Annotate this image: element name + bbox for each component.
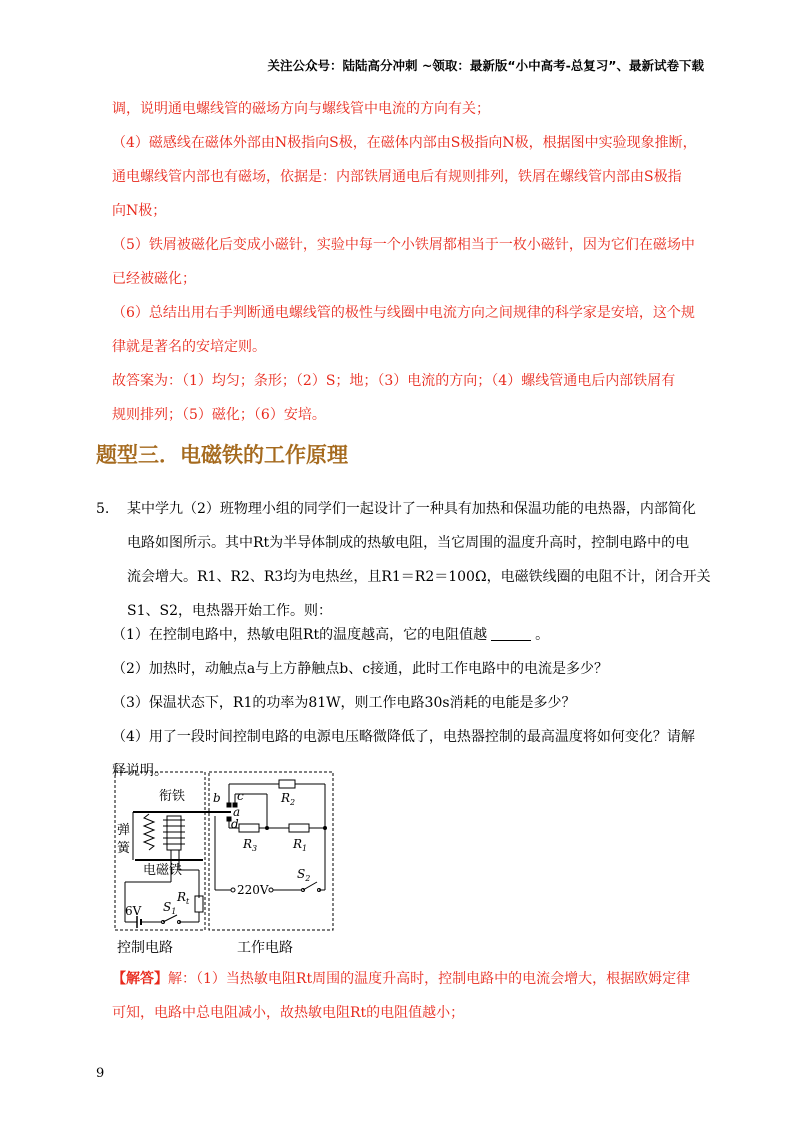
label-spring-1: 弹 xyxy=(117,823,131,838)
label-r2: $R_2$ xyxy=(281,791,296,807)
terminal xyxy=(269,888,273,892)
label-6v: 6V xyxy=(125,904,142,918)
question-number: 5. xyxy=(96,501,110,517)
answer-line: 故答案为：（1）均匀；条形；（2）S；地；（3）电流的方向；（4）螺线管通电后内部铁屑有 xyxy=(112,373,676,389)
page-number: 9 xyxy=(96,1066,105,1081)
label-c: c xyxy=(237,789,244,803)
sub-question-3: （3）保温状态下，R1的功率为81W，则工作电路30s消耗的电能是多少？ xyxy=(112,695,576,711)
analysis-tag: 【解答】 xyxy=(112,971,168,987)
label-s1: $S_1$ xyxy=(163,900,177,916)
page-header: 关注公众号：陆陆高分冲刺 ~领取：最新版“小中高考-总复习”、最新试卷下载 xyxy=(267,58,704,73)
answer-line: 向N极； xyxy=(112,203,167,219)
label-r3: $R_3$ xyxy=(243,837,258,853)
answer-line: 规则排列；（5）磁化；（6）安培。 xyxy=(112,407,326,423)
caption-work-circuit: 工作电路 xyxy=(237,940,293,956)
sub-question-1 xyxy=(112,618,712,652)
label-rt: $R_t$ xyxy=(177,890,190,906)
terminal xyxy=(231,888,235,892)
answer-continuation xyxy=(112,92,712,432)
answer-line: （6）总结出用右手判断通电螺线管的极性与线圈中电流方向之间规律的科学家是安培，这个规 xyxy=(112,305,695,321)
label-electromagnet: 电磁铁 xyxy=(143,863,183,878)
stem-line: 某中学九（2）班物理小组的同学们一起设计了一种具有加热和保温功能的电热器，内部简化 xyxy=(127,501,696,517)
stem-line: S1、S2，电热器开始工作。则： xyxy=(127,603,332,619)
answer-line: 律就是著名的安培定则。 xyxy=(112,339,266,355)
sub-question-1-text: （1）在控制电路中，热敏电阻Rt的温度越高，它的电阻值越 xyxy=(112,627,488,643)
label-armature: 衔铁 xyxy=(159,789,186,804)
caption-control-circuit: 控制电路 xyxy=(117,940,173,956)
label-d: d xyxy=(231,817,239,831)
sub-question-1-end: 。 xyxy=(535,627,550,643)
question-stem xyxy=(127,492,727,628)
label-b: b xyxy=(213,791,221,805)
stem-line: 流会增大。R1、R2、R3均为电热丝，且R1＝R2＝100Ω，电磁铁线圈的电阻不计，闭合开关 xyxy=(127,569,711,585)
analysis-line-1 xyxy=(112,962,712,996)
electromagnet-core xyxy=(167,816,181,850)
sub-question-4-cont: 释说明。 xyxy=(112,763,168,779)
label-spring-2: 簧 xyxy=(117,841,131,856)
label-220v: 220V xyxy=(237,883,269,897)
sub-question-4: （4）用了一段时间控制电路的电源电压略微降低了，电热器控制的最高温度将如何变化？请解 xyxy=(112,729,695,745)
analysis xyxy=(112,962,712,1030)
analysis-line-2: 可知，电路中总电阻减小，故热敏电阻Rt的电阻值越小； xyxy=(112,1005,465,1021)
label-a: a xyxy=(233,805,241,819)
label-r1: $R_1$ xyxy=(293,837,308,853)
answer-line: （5）铁屑被磁化后变成小磁针，实验中每一个小铁屑都相当于一枚小磁针，因为它们在磁场中 xyxy=(112,237,695,253)
analysis-text-1: 解：（1）当热敏电阻Rt周围的温度升高时，控制电路中的电流会增大，根据欧姆定律 xyxy=(168,971,691,987)
answer-blank xyxy=(491,626,531,641)
stem-line: 电路如图所示。其中Rt为半导体制成的热敏电阻，当它周围的温度升高时，控制电路中的电 xyxy=(127,535,690,551)
work-circuit-box xyxy=(209,772,333,930)
sub-questions xyxy=(112,618,712,788)
label-s2: $S_2$ xyxy=(297,867,311,883)
answer-line: 通电螺线管内部也有磁场，依据是：内部铁屑通电后有规则排列，铁屑在螺线管内部由S极指 xyxy=(112,169,682,185)
answer-line: 调，说明通电螺线管的磁场方向与螺线管中电流的方向有关； xyxy=(112,101,490,117)
spring xyxy=(144,814,154,850)
answer-line: 已经被磁化； xyxy=(112,271,196,287)
section-title: 题型三．电磁铁的工作原理 xyxy=(96,443,348,467)
answer-line: （4）磁感线在磁体外部由N极指向S极，在磁体内部由S极指向N极，根据图中实验现象推断， xyxy=(112,135,697,151)
sub-question-2: （2）加热时，动触点a与上方静触点b、c接通，此时工作电路中的电流是多少？ xyxy=(112,661,609,677)
circuit-diagram xyxy=(113,770,343,962)
